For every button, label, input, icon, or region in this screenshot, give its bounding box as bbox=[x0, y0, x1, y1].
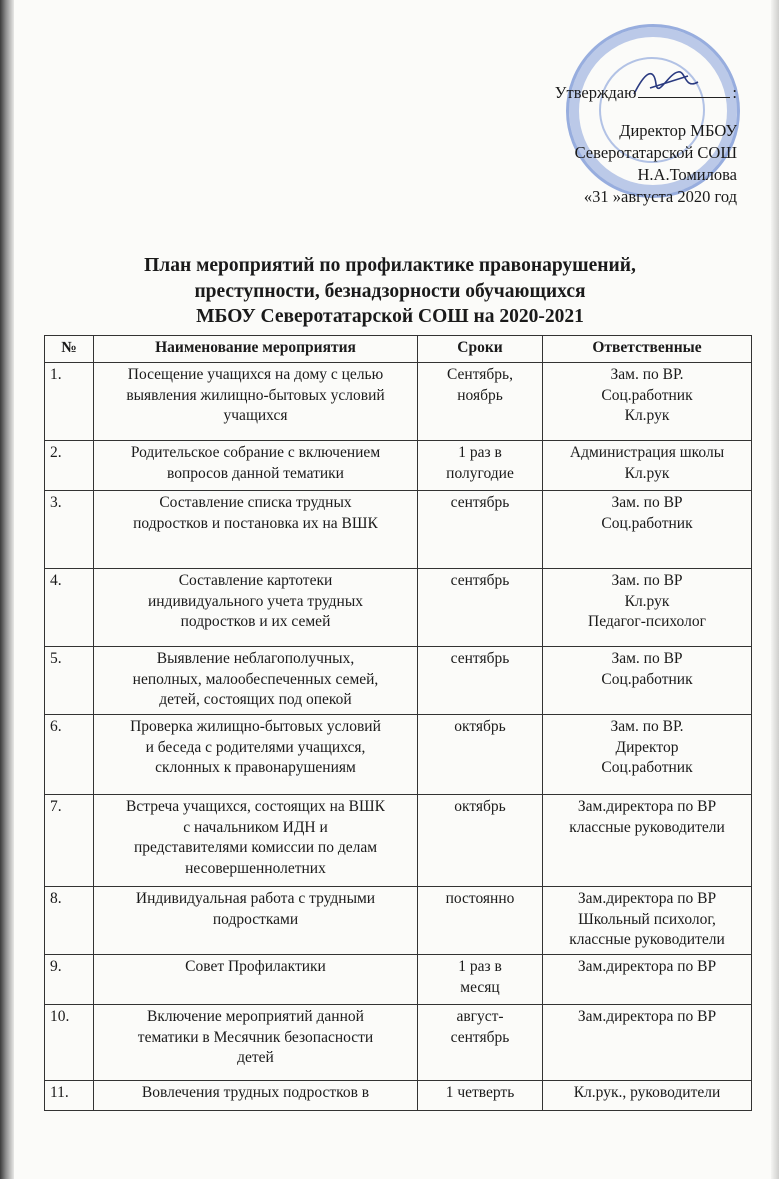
table-row bbox=[45, 441, 752, 491]
table-row bbox=[45, 887, 752, 955]
event-name: Посещение учащихся на дому с целью выявления жилищно-бытовых условий учащихся bbox=[94, 363, 418, 441]
approval-name: Н.А.Томилова bbox=[637, 165, 737, 184]
row-number: 10. bbox=[45, 1005, 94, 1081]
row-number: 4. bbox=[45, 569, 94, 647]
approval-label: Утверждаю bbox=[554, 83, 637, 102]
row-number: 3. bbox=[45, 491, 94, 569]
table-row bbox=[45, 647, 752, 715]
row-number: 7. bbox=[45, 795, 94, 887]
event-name: Проверка жилищно-бытовых условий и беседа с родителями учащихся, склонных к правонарушениям bbox=[94, 715, 418, 795]
event-name: Выявление неблагополучных, неполных, малообеспеченных семей, детей, состоящих под опекой bbox=[94, 647, 418, 715]
approval-block: Утверждаю : Директор МБОУ Северотатарской СОШ Н.А.Томилова «31 »августа 2020 год bbox=[497, 82, 737, 208]
event-term: 1 раз в месяц bbox=[418, 955, 543, 1005]
scan-right-edge bbox=[771, 0, 779, 1179]
header-name: Наименование мероприятия bbox=[94, 336, 418, 363]
event-term: сентябрь bbox=[418, 647, 543, 715]
row-number: 5. bbox=[45, 647, 94, 715]
table-row bbox=[45, 491, 752, 569]
event-name: Вовлечения трудных подростков в bbox=[94, 1081, 418, 1111]
event-responsible: Зам.директора по ВР bbox=[543, 955, 752, 1005]
event-responsible: Кл.рук., руководители bbox=[543, 1081, 752, 1111]
event-name: Родительское собрание с включением вопросов данной тематики bbox=[94, 441, 418, 491]
event-responsible: Зам. по ВР Кл.рук Педагог-психолог bbox=[543, 569, 752, 647]
table-row bbox=[45, 1005, 752, 1081]
event-term: октябрь bbox=[418, 715, 543, 795]
events-table bbox=[44, 335, 752, 1111]
event-term: 1 четверть bbox=[418, 1081, 543, 1111]
event-name: Составление списка трудных подростков и постановка их на ВШК bbox=[94, 491, 418, 569]
table-row bbox=[45, 569, 752, 647]
event-term: сентябрь bbox=[418, 569, 543, 647]
row-number: 9. bbox=[45, 955, 94, 1005]
row-number: 8. bbox=[45, 887, 94, 955]
approval-school: Северотатарской СОШ bbox=[574, 143, 737, 162]
event-responsible: Зам.директора по ВР классные руководители bbox=[543, 795, 752, 887]
event-name: Индивидуальная работа с трудными подростками bbox=[94, 887, 418, 955]
event-name: Составление картотеки индивидуального учета трудных подростков и их семей bbox=[94, 569, 418, 647]
event-responsible: Зам.директора по ВР Школьный психолог, классные руководители bbox=[543, 887, 752, 955]
row-number: 2. bbox=[45, 441, 94, 491]
header-num: № bbox=[45, 336, 94, 363]
approval-date: «31 »августа 2020 год bbox=[583, 187, 737, 206]
event-term: Сентябрь, ноябрь bbox=[418, 363, 543, 441]
event-responsible: Зам. по ВР. Директор Соц.работник bbox=[543, 715, 752, 795]
event-term: октябрь bbox=[418, 795, 543, 887]
approval-position: Директор МБОУ bbox=[619, 121, 737, 140]
table-row bbox=[45, 955, 752, 1005]
event-responsible: Зам.директора по ВР bbox=[543, 1005, 752, 1081]
event-term: август- сентябрь bbox=[418, 1005, 543, 1081]
row-number: 1. bbox=[45, 363, 94, 441]
table-row bbox=[45, 363, 752, 441]
row-number: 6. bbox=[45, 715, 94, 795]
event-name: Включение мероприятий данной тематики в Месячник безопасности детей bbox=[94, 1005, 418, 1081]
event-name: Встреча учащихся, состоящих на ВШК с начальником ИДН и представителями комиссии по делам несовершеннолетних bbox=[94, 795, 418, 887]
table-row bbox=[45, 795, 752, 887]
row-number: 11. bbox=[45, 1081, 94, 1111]
event-term: постоянно bbox=[418, 887, 543, 955]
signature-line bbox=[638, 83, 730, 98]
scan-left-edge bbox=[0, 0, 14, 1179]
document-title: План мероприятий по профилактике правонарушений, преступности, безнадзорности обучающихся МБОУ Северотатарской СОШ на 2020-2021 bbox=[144, 255, 636, 327]
table-header-row bbox=[45, 336, 752, 363]
event-name: Совет Профилактики bbox=[94, 955, 418, 1005]
event-responsible: Зам. по ВР. Соц.работник Кл.рук bbox=[543, 363, 752, 441]
event-term: сентябрь bbox=[418, 491, 543, 569]
header-term: Сроки bbox=[418, 336, 543, 363]
event-responsible: Зам. по ВР Соц.работник bbox=[543, 647, 752, 715]
header-responsible: Ответственные bbox=[543, 336, 752, 363]
event-term: 1 раз в полугодие bbox=[418, 441, 543, 491]
table-row bbox=[45, 715, 752, 795]
event-responsible: Администрация школы Кл.рук bbox=[543, 441, 752, 491]
table-row bbox=[45, 1081, 752, 1111]
event-responsible: Зам. по ВР Соц.работник bbox=[543, 491, 752, 569]
